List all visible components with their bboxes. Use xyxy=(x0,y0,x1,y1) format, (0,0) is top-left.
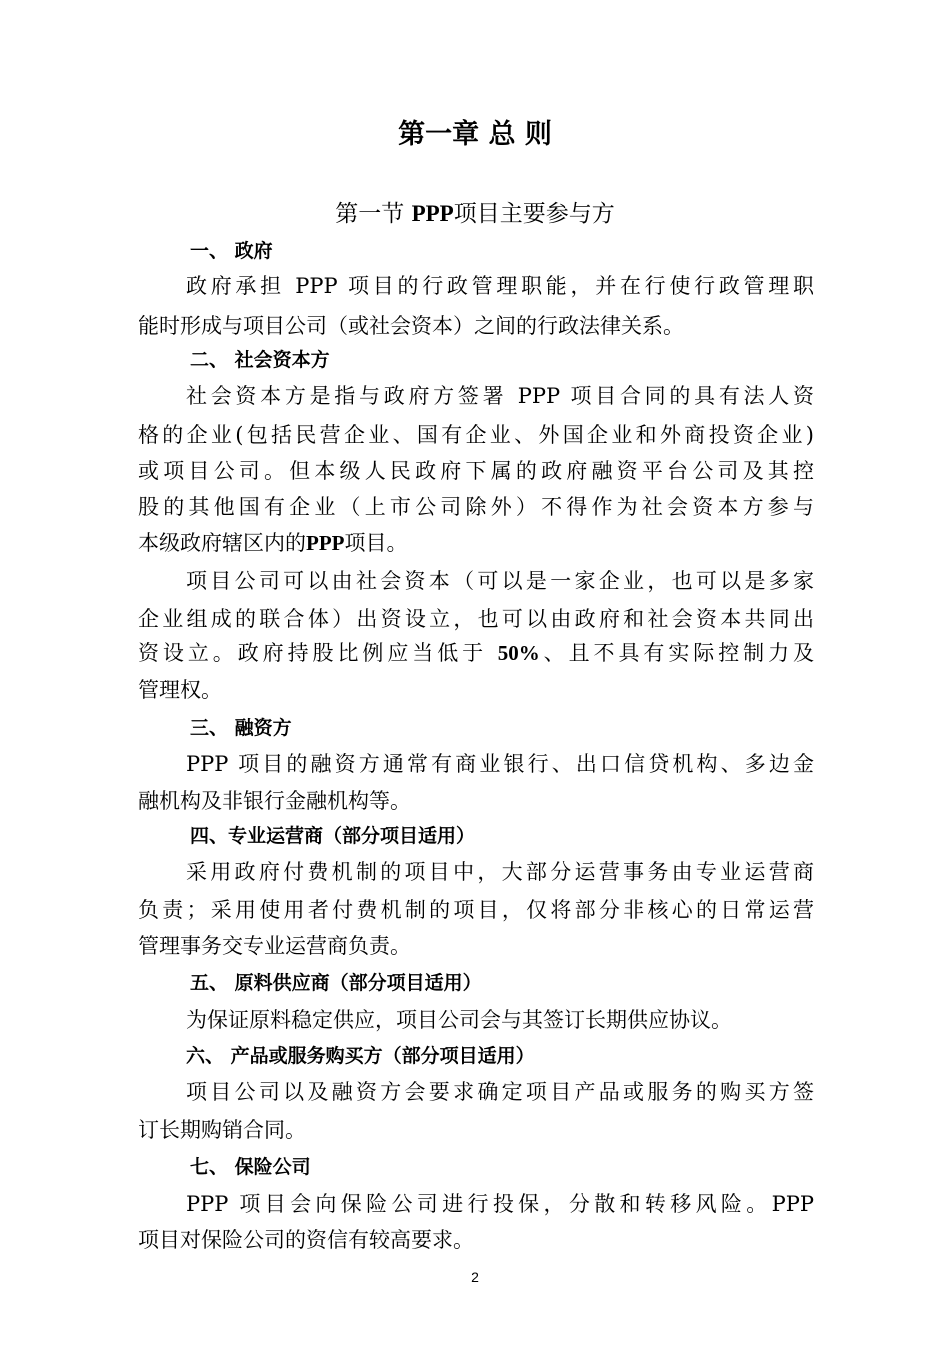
paragraph-line: PPP 项目的融资方通常有商业银行、出口信贷机构、多边金 xyxy=(186,752,814,776)
paragraph-line: PPP 项目会向保险公司进行投保，分散和转移风险。PPP xyxy=(186,1192,814,1216)
paragraph-line: 项目公司可以由社会资本（可以是一家企业，也可以是多家 xyxy=(186,569,814,593)
paragraph-line: 采用政府付费机制的项目中，大部分运营事务由专业运营商 xyxy=(186,860,814,884)
paragraph-line: 项目公司以及融资方会要求确定项目产品或服务的购买方签 xyxy=(186,1080,814,1104)
heading-operator: 四、专业运营商（部分项目适用） xyxy=(190,825,476,847)
paragraph-line: 企业组成的联合体）出资设立，也可以由政府和社会资本共同出 xyxy=(138,607,814,631)
heading-financiers: 三、 融资方 xyxy=(190,717,292,739)
paragraph-line: 订长期购销合同。 xyxy=(138,1118,306,1142)
paragraph-line xyxy=(138,637,814,667)
page-number: 2 xyxy=(471,1269,479,1285)
paragraph-line: 管理权。 xyxy=(138,678,222,702)
paragraph-line: 股的其他国有企业（上市公司除外）不得作为社会资本方参与 xyxy=(138,495,814,519)
percentage-value: 50% xyxy=(497,641,540,665)
paragraph-line xyxy=(138,527,814,557)
paragraph-line: 能时形成与项目公司（或社会资本）之间的行政法律关系。 xyxy=(138,314,684,338)
heading-government: 一、 政府 xyxy=(190,240,273,262)
heading-supplier: 五、 原料供应商（部分项目适用） xyxy=(190,972,482,994)
paragraph-line: 政府承担 PPP 项目的行政管理职能，并在行使行政管理职 xyxy=(186,274,814,298)
paragraph-line: 或项目公司。但本级人民政府下属的政府融资平台公司及其控 xyxy=(138,459,814,483)
paragraph-line: 项目对保险公司的资信有较高要求。 xyxy=(138,1228,474,1252)
text-fragment: 、且不具有实际控制力及 xyxy=(539,641,815,665)
ppp-acronym: PPP xyxy=(306,531,345,555)
paragraph-line: 负责；采用使用者付费机制的项目，仅将部分非核心的日常运营 xyxy=(138,898,814,922)
heading-insurer: 七、 保险公司 xyxy=(190,1156,311,1178)
section-suffix: 项目主要参与方 xyxy=(453,201,615,227)
chapter-title: 第一章 总 则 xyxy=(398,119,552,150)
text-fragment: 项目。 xyxy=(344,531,408,555)
heading-buyer: 六、 产品或服务购买方（部分项目适用） xyxy=(186,1045,535,1067)
paragraph-line: 格的企业(包括民营企业、国有企业、外国企业和外商投资企业) xyxy=(138,423,814,447)
section-prefix: 第一节 xyxy=(335,201,405,227)
paragraph-line: 为保证原料稳定供应，项目公司会与其签订长期供应协议。 xyxy=(186,1008,732,1032)
paragraph-line: 社会资本方是指与政府方签署 PPP 项目合同的具有法人资 xyxy=(186,384,814,408)
paragraph-line: 融机构及非银行金融机构等。 xyxy=(138,789,411,813)
section-title xyxy=(0,195,950,228)
paragraph-line: 管理事务交专业运营商负责。 xyxy=(138,934,411,958)
heading-social-capital: 二、 社会资本方 xyxy=(190,349,330,371)
section-acronym: PPP xyxy=(411,201,454,226)
text-fragment: 资设立。政府持股比例应当低于 xyxy=(138,641,488,665)
text-fragment: 本级政府辖区内的 xyxy=(138,531,306,555)
